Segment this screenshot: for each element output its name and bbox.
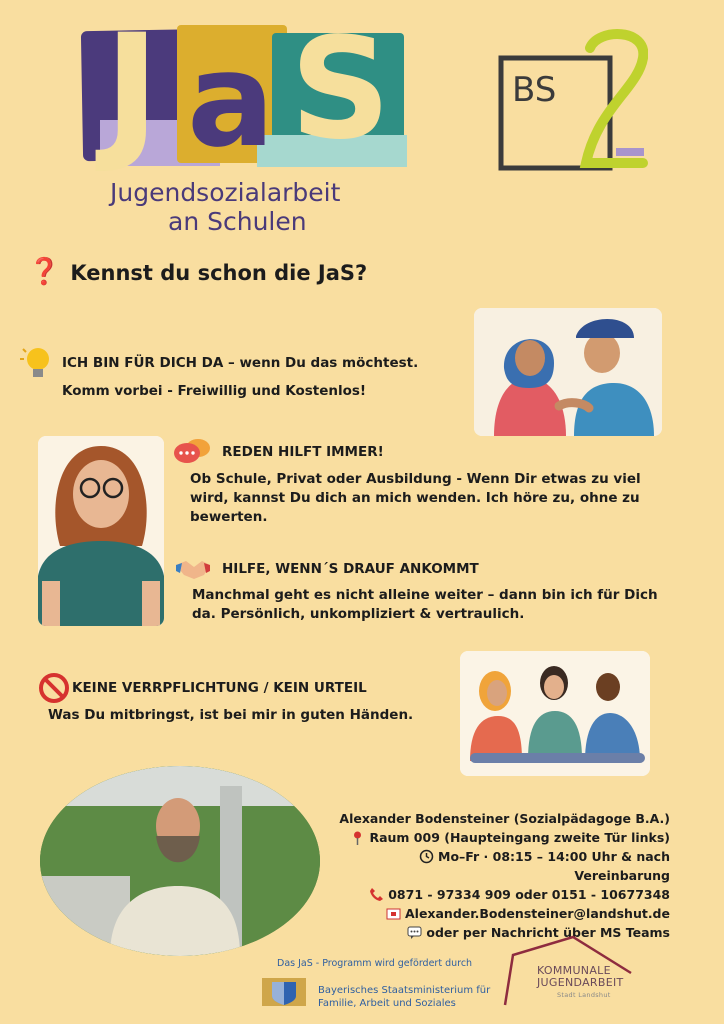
headline-text: Kennst du schon die JaS? (70, 261, 368, 285)
jas-logo (82, 3, 407, 177)
section1-title: ICH BIN FÜR DICH DA – wenn Du das möchtest. (62, 355, 419, 371)
handshake-icon (174, 557, 212, 585)
speech-bubbles-icon (172, 438, 212, 470)
location-pin-icon (350, 830, 365, 845)
logo-subtitle (110, 178, 390, 236)
bs-text: BS (512, 70, 557, 110)
page-title (28, 257, 367, 287)
ministry-line2: Familie, Arbeit und Soziales (318, 998, 456, 1009)
contact-room: Raum 009 (Haupteingang zweite Tür links) (369, 830, 670, 845)
mail-icon (386, 906, 401, 921)
contact-hours: Mo–Fr · 08:15 – 14:00 Uhr & nach Vereinbarung (438, 849, 670, 883)
contact-info (320, 809, 670, 942)
contact-email[interactable]: Alexander.Bodensteiner@landshut.de (404, 906, 670, 921)
contact-name: Alexander Bodensteiner (Sozialpädagoge B.A.) (339, 811, 670, 826)
logo-letter-a: a (187, 24, 275, 176)
ministry-line1: Bayerisches Staatsministerium für (318, 985, 491, 996)
contact-email-row (320, 904, 670, 923)
illustration-friends-comforting (474, 308, 662, 436)
kj-line2: JUGENDARBEIT (537, 976, 624, 989)
logo-letter-j: J (104, 3, 160, 177)
phone-icon (369, 887, 384, 902)
kommunale-jugendarbeit-logo (503, 935, 633, 1010)
funding-note: Das JaS - Programm wird gefördert durch (277, 958, 473, 969)
section2-text: Ob Schule, Privat oder Ausbildung - Wenn Dir etwas zu viel wird, kannst Du dich an mich wenden. Ich höre zu, ohne zu bewerten. (190, 471, 641, 525)
illustration-social-worker (38, 436, 164, 626)
section4-title: KEINE VERRPFLICHTUNG / KEIN URTEIL (72, 680, 367, 696)
ministry-name (318, 984, 490, 1010)
contact-hours-row (320, 847, 670, 885)
section3-text: Manchmal geht es nicht alleine weiter – dann bin ich für Dich da. Persönlich, unkompliziert & vertraulich. (192, 587, 658, 622)
kj-line1: KOMMUNALE (537, 964, 611, 977)
logo-subtitle-line1: Jugendsozialarbeit (110, 178, 341, 207)
chat-icon (407, 925, 422, 940)
section2-title: REDEN HILFT IMMER! (222, 444, 384, 460)
contact-teams: oder per Nachricht über MS Teams (426, 925, 670, 940)
lightbulb-icon (18, 345, 52, 387)
contact-phone[interactable]: 0871 - 97334 909 oder 0151 - 10677348 (388, 887, 670, 902)
bs2-logo (498, 28, 648, 173)
logo-letter-s: S (290, 8, 391, 171)
logo-subtitle-line2: an Schulen (168, 207, 307, 236)
contact-phone-row (320, 885, 670, 904)
question-mark-icon: ❓ (28, 257, 61, 287)
section1-text: Komm vorbei - Freiwillig und Kostenlos! (62, 383, 367, 399)
contact-photo (40, 766, 320, 956)
prohibited-icon (38, 672, 70, 708)
section3-title: HILFE, WENN´S DRAUF ANKOMMT (222, 561, 479, 577)
contact-room-row (320, 828, 670, 847)
section4-text: Was Du mitbringst, ist bei mir in guten Händen. (48, 707, 414, 723)
kj-line3: Stadt Landshut (557, 991, 611, 999)
bavarian-coat-of-arms (258, 974, 310, 1008)
illustration-three-students (460, 651, 650, 776)
clock-icon (419, 849, 434, 864)
